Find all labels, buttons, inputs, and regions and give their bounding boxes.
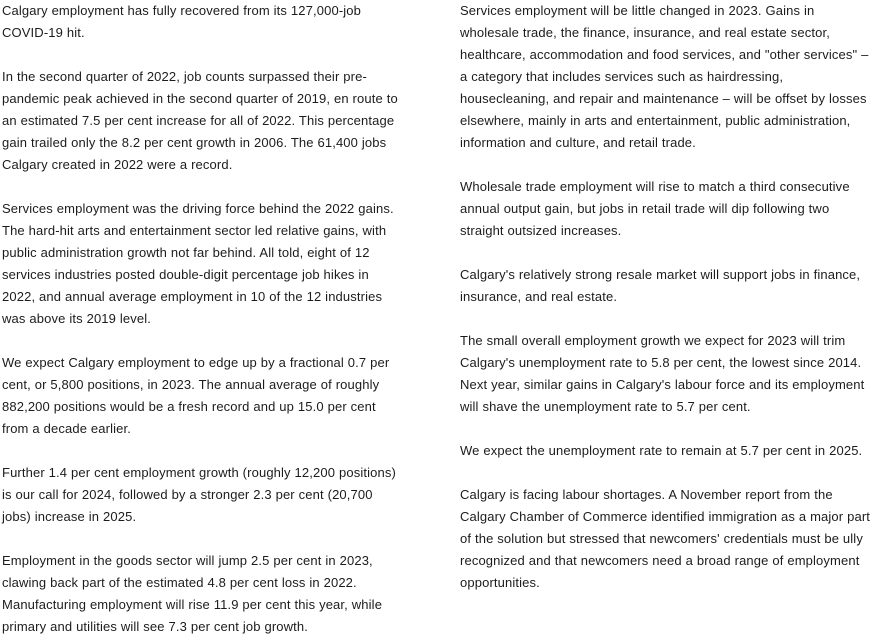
paragraph: Services employment will be little changed in 2023. Gains in wholesale trade, the finance, insurance, and real estate sector, healthcare, accommodation and food services, and "other services" – a category that includes services such as hairdressing, housecleaning, and repair and maintenance – will be offset by losses elsewhere, mainly in arts and entertainment, public administration, information and culture, and retail trade.	[460, 3, 869, 150]
paragraph: Employment in the goods sector will jump 2.5 per cent in 2023, clawing back part of the estimated 4.8 per cent loss in 2022. Manufacturing employment will rise 11.9 per cent this year, while primary and utilities will see 7.3 per cent job growth.	[2, 553, 383, 634]
paragraph: The small overall employment growth we expect for 2023 will trim Calgary's unemployment rate to 5.8 per cent, the lowest since 2014. Next year, similar gains in Calgary's labour force and its employment will shave the unemployment rate to 5.7 per cent.	[460, 333, 865, 414]
paragraph: Services employment was the driving force behind the 2022 gains. The hard-hit arts and entertainment sector led relative gains, with public administration growth not far behind. All told, eight of 12 services industries posted double-digit percentage job hikes in 2022, and annual average employment in 10 of the 12 industries was above its 2019 level.	[2, 201, 394, 326]
right-text-column	[450, 0, 870, 594]
paragraph: Further 1.4 per cent employment growth (roughly 12,200 positions) is our call for 2024, followed by a stronger 2.3 per cent (20,700 jobs) increase in 2025.	[2, 465, 396, 524]
paragraph: Calgary's relatively strong resale market will support jobs in finance, insurance, and real estate.	[460, 267, 861, 304]
paragraph: Calgary employment has fully recovered from its 127,000-job COVID-19 hit.	[2, 3, 362, 40]
paragraph: We expect Calgary employment to edge up by a fractional 0.7 per cent, or 5,800 positions, in 2023. The annual average of roughly 882,200 positions would be a fresh record and up 15.0 per cent from a decade earlier.	[2, 355, 390, 436]
paragraph: Calgary is facing labour shortages. A November report from the Calgary Chamber of Commerce identified immigration as a major part of the solution but stressed that newcomers' credentials must be ully recognized and that newcomers need a broad range of employment opportunities.	[460, 487, 870, 590]
paragraph: We expect the unemployment rate to remain at 5.7 per cent in 2025.	[460, 443, 863, 458]
paragraph: Wholesale trade employment will rise to match a third consecutive annual output gain, but jobs in retail trade will dip following two straight outsized increases.	[460, 179, 850, 238]
paragraph: In the second quarter of 2022, job counts surpassed their pre-pandemic peak achieved in the second quarter of 2019, en route to an estimated 7.5 per cent increase for all of 2022. This percentage gain trailed only the 8.2 per cent growth in 2006. The 61,400 jobs Calgary created in 2022 were a record.	[2, 69, 398, 172]
